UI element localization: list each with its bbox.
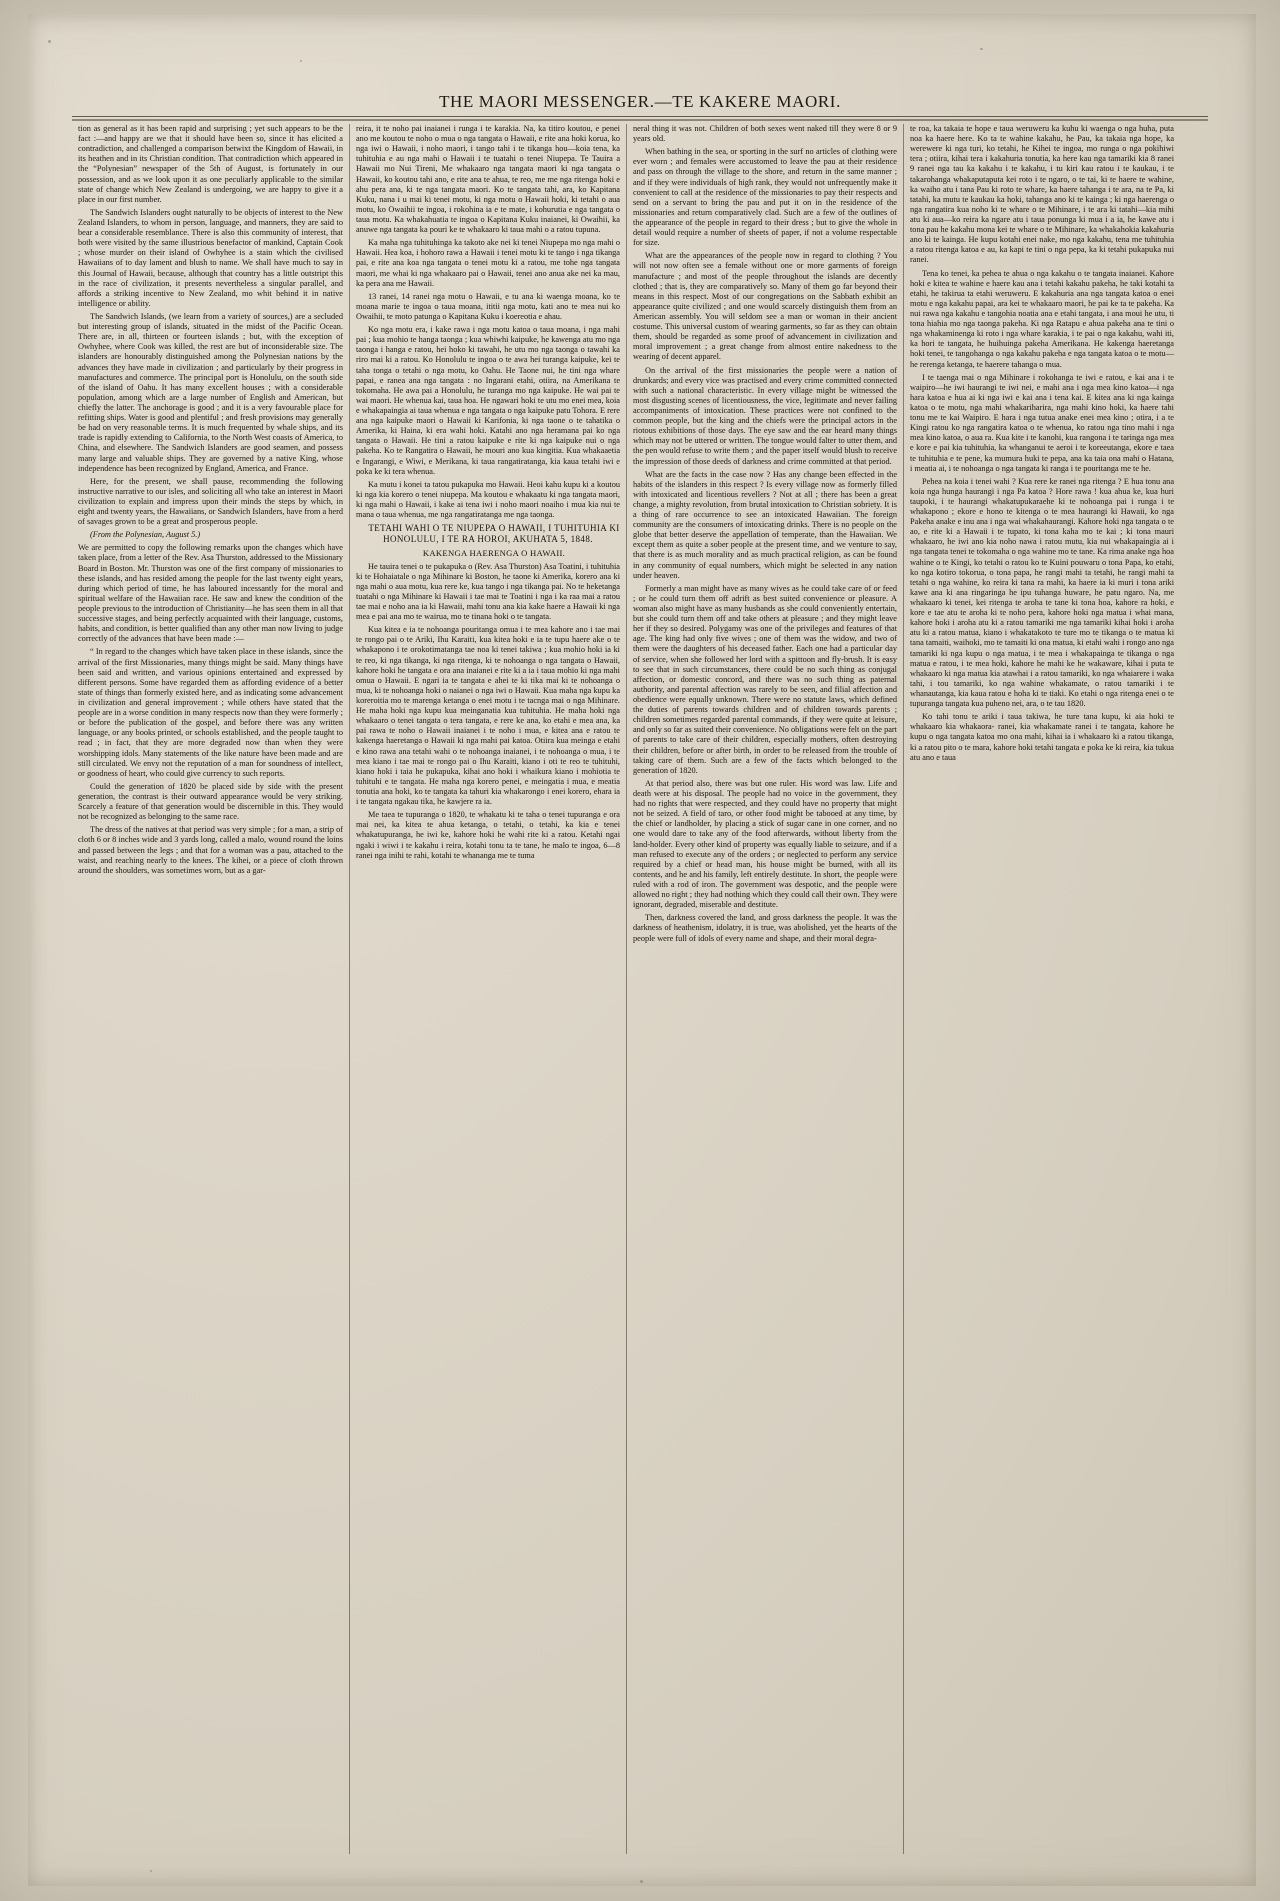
paragraph: I te taenga mai o nga Mihinare i rokohanga te iwi e ratou, e kai ana i te waipiro—he iwi haurangi te iwi nei, e mahi ana i nga mea kino katoa—i nga hara katoa e hua ai ki nga iwi e kai ana i tena kai. E kitea ana ki nga kainga katoa o te motu, nga mahi whakariharira, nga mahi kino hoki, ka haere tahi tonu me te kai Waipiro. E hara i nga tutua anake enei mea kino ; otira, i a te Kingi ratou ko nga rangatira katoa o te whenua, ko ratou nga tino mahi i nga mea kino katoa, o aua ra. Kua kite i te kanohi, kua rangona i te taringa nga mea e kore e pai kia tuhituhia, ka whanganui te aeroi i te koreeutanga, ekore e taea te tuhituhia e te pene, ka mumura huki te pepa, ana ka taia ona mahi o Hatana, i meatia ai, i te nohoanga o nga tangata ki ranga i te pouritanga me te he.: [910, 372, 1174, 473]
paragraph: tion as general as it has been rapid and surprising ; yet such appears to be the fact :—and happy are we that it should have been so, since it has elicited a contradiction, and challenged a comparison betwixt the Kingdom of Hawaii, in its heathen and in its Christian condition. That contradiction which appeared in the “Polynesian” newspaper of the 5th of August, is fortunately in our possession, and as we look upon it as one peculiarly applicable to the similar state of change which New Zealand is undergoing, we are happy to give it a place in our first number.: [78, 124, 343, 204]
paragraph: Tena ko tenei, ka pehea te ahua o nga kakahu o te tangata inaianei. Kahore hoki e kitea te wahine e haere kau ana i tetahi kakahu pakeha, he taki kotahi ta etahi, he takirua ta etahi weruweru. E kakahuria ana nga tangata katoa o enei motu e nga kakahu papai, ara kei te whakaaro maori, he pai ke ta te pakeha. Ka nui rawa nga kakahu e tangohia noatia ana e etahi tangata, i ana moui he utu, ti tona hiahia mo nga taonga pakeha. Ki nga Ratapu e ahua pakeha ana te tini o nga whakaminenga ki roto i nga whare karakia, i te pai o nga kakahu, wahi iti, ka hori te tangata, he huihuinga pakeha Amerikana. He kakenga haeretanga hoki tenei, te tangohanga o nga kakahu pakeha e nga tangata katoa o te motu—he rerenga ketanga, te haerere tahanga o mua.: [910, 268, 1174, 369]
paragraph: Could the generation of 1820 be placed side by side with the present generation, the contrast is their outward appearance would be very striking. Scarcely a feature of that generation would be discernible in this. They would not be recognized as belonging to the same race.: [78, 781, 343, 822]
paragraph: What are the facts in the case now ? Has any change been effected in the habits of the islanders in this respect ? Is every village now as formerly filled with intoxicated and licentious revellers ? Not at all ; there has been a great change, a mighty revolution, from brutal intoxication to Christian sobriety. It is a thing of rare occurrence to see an intoxicated Hawaiian. The foreign community are the consumers of intoxicating drinks. There is no people on the globe that better deserve the appellation of temperate, than the Hawaiian. We except them as quite a sober people at the present time, and we venture to say, that there is as much morality and as much practical religion, as can be found in any community of equal numbers, which might be selected in any nation under heaven.: [633, 469, 897, 580]
paragraph: 13 ranei, 14 ranei nga motu o Hawaii, e tu ana ki waenga moana, ko te moana marie te ingoa o taua moana, ititii nga motu, kati ano te mea nui ko Owaihii, te moto patunga o Kapitana Kuku i koereotia e ahau.: [356, 291, 620, 321]
paper-speck: [640, 1880, 643, 1883]
paragraph: He tauira tenei o te pukapuka o (Rev. Asa Thurston) Asa Toatini, i tuhituhia ki te Hohaiatale o nga Mihinare ki Boston, he taone ki Amerika, korero ana ki nga mahi o aua motu, kua rere ke, kua tango i nga tikanga pai. No te heketanga tuatahi o nga Mihinare ki Hawaii i tae mai te Toatini i nga i ka raa mai a ratou tae mai e noho ana ia ki Hawaii, mahi tonu ana kia kake haere a Hawaii ki nga mea e pai ana mo te wairua, mo te tinana hoki o te tangata.: [356, 561, 620, 622]
paragraph: Ka maha nga tuhituhinga ka takoto ake nei ki tenei Niupepa mo nga mahi o Hawaii. Hea koa, i hohoro rawa a Hawaii i tenei motu ki te tango i nga tikanga pai, e rite ana koa nga tangata o tenei motu ki a ratou, me tohe nga tangata maori, me whai ki nga whakaaro pai o Hawaii, tenei ano anua ake nei ka mau, ka pera ana me Hawaii.: [356, 238, 620, 288]
masthead-rule-secondary: [72, 119, 1208, 121]
paragraph: Formerly a man might have as many wives as he could take care of or feed ; or he could turn them off adrift as best suited convenience or pleasure. A woman also might have as many husbands as she could conveniently entertain, but she could turn them off and take others at pleasure ; and they might leave her if they so desired. Polygamy was one of the privileges and features of that age. The king had only five wives ; one of them was the widow, and two of them were the daughters of his deceased father. Each one had a particular day of service, when she followed her lord with a spittoon and fly-brush. It is easy to see that in such circumstances, there could be no such thing as conjugal affection, or domestic concord, and there was no such thing as paternal authority, and parental affection was rarely to be seen, and filial affection and obedience were equally unknown. There were no statute laws, which defined the duties of parents towards children and of children towards parents ; children sometimes regarded parental commands, if they were quite at leisure, and only so far as suited their convenience. No obligations were felt on the part of parents to take care of their children, especially mothers, often destroying their children, before or after birth, in order to be released from the trouble of taking care of them. Such are a few of the facts which belonged to the generation of 1820.: [633, 583, 897, 775]
text-column: [626, 124, 903, 1854]
paragraph: On the arrival of the first missionaries the people were a nation of drunkards; and every vice was practised and every crime committed connected with such a national characteristic. In every village might be witnessed the most disgusting scenes of licentiousness, the vice, legitimate and never failing accompaniments of intoxication. These practices were not confined to the common people, but the king and the chiefs were the principal actors in the riotous exhibitions of those days. The eye saw and the ear heard many things which may not be uttered or written. The tongue would falter to utter them, and the pen would refuse to write them ; and the paper itself would blush to receive the impression of those deeds of darkness and crime committed at that period.: [633, 365, 897, 466]
section-heading: KAKENGA HAERENGA O HAWAII.: [422, 548, 566, 559]
paragraph: Me taea te tupuranga o 1820, te whakatu ki te taha o tenei tupuranga e ora mai nei, ka kitea te ahua ketanga, o tetahi, o tetahi, ka kia e tenei whakatupuranga, he iwi ke, kahore hoki he wahi rite ki a ratou. Ketahi ngai ngaki i wiwi i te kakahu i reira, kotahi tonu ta te tane, he malo te ingoa, 6—8 ranei nga inihi te rahi, kotahi te whananga me te tuma: [356, 810, 620, 860]
paragraph: The Sandwich Islands, (we learn from a variety of sources,) are a secluded but interesting group of islands, situated in the midst of the Pacific Ocean. There are, in all, thirteen or fourteen islands ; but, with the exception of Owhyhee, where Cook was killed, the rest are but of inconsiderable size. The islanders are honourably distinguished among the Polynesian nations by the advances they have made in civilization ; and particularly by their progress in manufactures and commerce. The principal port is Honolulu, on the south side of the island of Oahu. It has many excellent houses ; with a considerable population, among which are a large number of English and American, but chiefly the latter. The anchorage is good ; and it is a very favourable place for refitting ships. Water is good and plentiful ; and fresh provisions may generally be had on very reasonable terms. It is much frequented by whale ships, and its trade is rapidly extending to California, to the North West coasts of America, to China, and elsewhere. The Sandwich Islanders are good seamen, and possess many large and valuable ships. They are governed by a native King, whose independence has been recognized by England, America, and France.: [78, 311, 343, 473]
paragraph: Kua kitea e ia te nohoanga pouritanga omua i te mea kahore ano i tae mai te rongo pai o te Ariki, Ihu Karaiti, kua kitea hoki e ia te tupu haere ake o te whakapono i te orokotimatanga tae noa ki tenei takiwa ; kua mohio hoki ia ki te reo, ki nga tikanga, ki nga ritenga, ki te nohoanga o nga tangata o Hawaii, kahore hoki he tangata e ora ana inaianei e rite ki a ia i taua mohio ki nga mahi omua o Hawaii. E ngari ia te tangata e ahei te ki tika mai ki te nohoanga o mua, ki te nohoanga hoki o naianei o nga iwi o Hawaii. Kua maha nga kupu ka koreroitia mo te marenga ketanga o enei motu i te tacnga mai o nga Mihinare. He maha hoki nga kupu kua meinganatia kua tuhituhia. He maha hoki nga whakaaro o tenei tangata o tera tangata, e rere ke ana, ko etahi e mea ana, ka pai rawa te noho o Hawaii inaianei i te noho i mua, e kitea ana e ratou te kakenga haeretanga o Hawaii ki nga mahi pai katoa. Otiira kua meinga e etahi e kino rawa ana tetahi wahi o te nohoanga inaianei, i te nohoanga o mua, i te mea kiano i tae mai te rongo pai o Ihu Karaiti, kiano i oti te reo te tuhituhi, kiano hoki i taia he pukapuka, kihai ano hoki i whaikura kiano i mohiotia te tuhituhi e te tangata. He maha nga korero penei, e meingatia i mua, e meatia tonutia ana hoki, ko te tangata ka tahuri kia whakarongo i enei korero, ehara ia i te tangata ngakau tika, he kawjere ra ia.: [356, 625, 620, 807]
paragraph: Ko tahi tonu te ariki i taua takiwa, he ture tana kupu, ki aia hoki te whakaaro kia whakaora- ranei, kia whakamate ranei i te tangata, kahore he kupu o nga tangata katoa mo ona mahi, kihai ia i whakaaro ki a ratou tikanga, ki a ratou pito o te mara, kahore hoki tetahi tangata e poka ke ki reira, kia tukua atu ano e taua: [910, 712, 1174, 762]
section-heading: TETAHI WAHI O TE NIUPEPA O HAWAII, I TUHITUHIA KI HONOLULU, I TE RA HOROI, AKUHATA 5, 1848.: [368, 523, 620, 545]
paragraph: neral thing it was not. Children of both sexes went naked till they were 8 or 9 years old.: [633, 124, 897, 144]
paragraph: Here, for the present, we shall pause, recommending the following instructive narrative to our isles, and soliciting all who take an interest in Maori civilization to explain and impress upon their minds the steps by which, in eight and twenty years, the Hawaiians, or Sandwich Islanders, have from a herd of savages grown to be a great and prosperous people.: [78, 476, 343, 527]
paper-speck: [300, 60, 302, 62]
paragraph: We are permitted to copy the following remarks upon the changes which have taken place, from a letter of the Rev. Asa Thurston, addressed to the Missionary Board in Boston. Mr. Thurston was one of the first company of missionaries to these islands, and has resided among the people for the last twenty eight years, during which period of time, he has laboured incessantly for the moral and spiritual welfare of the Hawaiian race. He saw and knew the condition of the people previous to the introduction of Christianity—he has seen them in all that successive stages, and being perfectly acquainted with their language, customs, habits, and condition, is better qualified than any other man now living to judge correctly of the advances that have been made :—: [78, 543, 343, 644]
article-columns: [72, 124, 1212, 1854]
paragraph: reira, it te noho pai inaianei i runga i te karakia. Na, ka titiro koutou, e penei ano me koutou te noho o mua o nga tangata o Hawaii, e rite ana hoki korua, ko nga iwi o Hawaii, i noho maori, i tango tahi i te tikanga hou—koia tena, ka tuhituhia e au nga mahi o Hawaii i te tuatahi o tenei Niupepa. Te Tauira a Hawaii mo Nui Tireni, Me whakaaro nga tangata maori ki nga tangata o Hawaii, ko koutou tahi ano, e rite ana te ahua, te reo, me me nga ritenga hoki e ahu pera ana, ki te nga tangata maori. Ko te tangata tahi, ara, ko Kapitana Kuku, nana i u mai ki tenei motu, ki nga motu o Hawaii hoki, ki tetahi o aua motu, ko Owaihii te ingoa, i rokohina ia e te mate, i kohurutia e nga tangata o taua motu. Ka whakahuatia te ingoa o Kapitana Kuku inaianei, ki Owaihii, ka anuwe nga tangata ka pouri ke te whakaaro ki taua mahi o a ratou tupuna.: [356, 124, 620, 235]
paragraph: At that period also, there was but one ruler. His word was law. Life and death were at his disposal. The people had no voice in the government, they had no rights that were respected, and they could have no property that might not be seized. A field of taro, or other food might be tabooed at any time, by the chief or landholder, by placing a stick of sugar cane in one corner, and no one would dare to take any of the food afterwards, without liberty from the land-holder. Every other kind of property was equally liable to seizure, and if a man refused to execute any of the orders ; or neglected to perform any service required by a chief or head man, his house might be burned, with all its contents, and he and his family, left entirely destitute. In short, the people were ruled with a rod of iron. The government was despotic, and the people were allowed no right ; they had nothing which they could call their own. They were ignorant, degraded, miserable and destitute.: [633, 778, 897, 910]
paragraph: When bathing in the sea, or sporting in the surf no articles of clothing were ever worn ; and females were accustomed to leave the pau at their residence and pass on through the village to the shore, and return in the same manner ; and if they were individuals of high rank, they would not unfrequently make it convenient to call at the residence of the missionaries to pay their respects and send on a servant to bring the pau and put it on in the residence of the missionaries and return comparatively clad. Such are a few of the outlines of the appearance of the people in regard to their dress ; but to give the whole in detail would require a number of sheets of paper, if not a volume respectable for size.: [633, 147, 897, 248]
paper-speck: [48, 40, 51, 43]
paragraph: Then, darkness covered the land, and gross darkness the people. It was the darkness of heathenism, idolatry, it is true, was abolished, yet the hearts of the people were full of idols of every name and shape, and their moral degra-: [633, 913, 897, 943]
paper-speck: [150, 1870, 152, 1872]
paragraph: (From the Polynesian, August 5.): [90, 530, 201, 540]
paragraph: Ko nga motu era, i kake rawa i nga motu katoa o taua moana, i nga mahi pai ; kua mohio te hanga taonga ; kua whiwhi kaipuke, he kawenga atu mo nga taonga i hanga e ratou, hei hoko ki tawahi, he utu mo nga taonga o tawahi ka riro mai ki a ratou. Ko Honolulu te ingoa o te awa hei turanga kaipuke, kei te taha tonga o tetahi o nga motu, ko Oahu. He Taone nui, he tini nga whare papai, e ranea ana nga tangata : no Ingarani etahi, otiira, na Amerikana te tokomaha. He awa pai a Honolulu, he turanga mo nga kaipuke. He wai pai te wai maori. He whenua kai, taua hoa. He ngawari hoki te utu mo enei mea, koia e whakapaingia ai taua whenua e nga tangata o nga kaipuke patu Tohora. E rere ana nga kaipuke maori o Hawaii ki Karifonia, ki nga taone o te tahatika o Amerika, ki Haina, ki era wahi hoki. Katahi ano nga heramana pai ko nga tangata o Hawaii. He tini a ratou kaipuke e rite ki nga kaipuke nui o nga pakeha. Ko te Rangatira o Hawaii, he mouri ano kua kingitia. Kua whakaaetia e Ingarangi, e Wiwi, e Merikana, ki taua rangatiratanga, kia kaua tetahi iwi e poka ke ki tera whenua.: [356, 325, 620, 476]
paragraph: te roa, ka takaia te hope e taua weruweru ka kuhu ki waenga o nga huha, puta noa ka haere here. Ko ta te wahine kakahu, he Pau, ka takaia nga hope, ka werewere ki nga turi, ko tetahi, he Kihei te ingoa, mo runga o nga pokihiwi tera ; otiira, kihai tera i kakahuria tonutia, ka here kau nga tamariki kia 8 ranei 9 ranei nga tau ka kakahu i te kakahu, i tu kiri kau ratou i te kaukau, i te takarohanga whakaputaputa kei roto i te ngaro, o te tai, ki te haere te wahine, ka waiho atu i tana Pau ki roto te whare, ka haere tahanga i te ara, na te Pa, ki tatahi, ka mutu te kaukau ka hoki, tahanga ano ki te kainga ; ki nga haerenga o nga rangatira kua noho ki te whare o te Mihinare, i te ara ki tatahi—kia mihi atu ki aua—ko reira ka ngare atu i taua ponunga ki mua i a ia, he kawe atu i tona pau he kakahu mona kei te whare o te Mihinare, ka whakahokia kakahuria ano ki te kainga. He kupu kotahi enei nake, mo nga kakahu, tena me tuhituhia a ratou ritenga katoa e au, ka kapi te tini o nga pepa, ka ki tetahi pukapuka nui ranei.: [910, 124, 1174, 265]
masthead-rule: [72, 116, 1208, 117]
text-column: [72, 124, 349, 1854]
text-column: [349, 124, 626, 1854]
paragraph: What are the appearances of the people now in regard to clothing ? You will not now often see a female without one or more garments of foreign manufacture ; and most of the people throughout the islands are decently clothed ; that is, they are comparatively so. Many of them go far beyond their means in this respect. Most of our congregations on the Sabbath exhibit an appearance quite civilized ; and one would scarcely distinguish them from an American assembly. You will seldom see a man or woman in their ancient costume. This universal custom of wearing garments, so far as they can obtain them, should be regarded as some proof of advancement in civilization and moral improvement ; a great change from almost entire nakedness to the wearing of decent apparel.: [633, 251, 897, 362]
paragraph: Pehea na koia i tenei wahi ? Kua rere ke ranei nga ritenga ? E hua tonu ana koia nga hunga haurangi i nga Pa katoa ? Hore rawa ! kua ahua ke, kua huri taupoki, i te haurangi whakatupukaraehe ki te nohoanga pai i runga i te whakapono ; ekore e hono te kitenga o te mea haurangi ki Hawaii, ko nga Pakeha anake e inu ana i nga wai whakahaurangi. Kahore hoki nga tangata o te ao, e rite ki a Hawaii i te tupato, ki tona kaha mo te kai ; ki tona mauri whakaaro, he iwi ano kia noho nawa i ratou mutu, kia nui whakapaingia ai i nga tangata tenei te tokomaha o nga wahine mo te tane. Ka rima anake nga hoa wahine o te Kingi, ko tetahi o ratou ko te Kuini pouwaru o tona Papa, ko etahi, ko nga kotiro tokorua, o tona papa, he rangi mahi ta tetahi, he rangi mahi ta tetahi o nga wahine, ko reira ki tana ra mahi, ka haere ia ki muri i tona ariki kawe ana ki ana ringaringa he ipu tuhanga huware, he patu ngaro. Na, me whakaaro ki tenei, kei ritenga te aroha te tane ki tona hoa, kahore ra hoki, e kore e tae atu te aroha ki te noho pera, kahore hoki nga matua i whai mana, kahore hoki i aroha atu ki a ratou tamariki me nga tamariki kihai hoki i aroha atu ki a ratou matua, kiano i whakatakoto te ture mo te tikanga o te matua ki tana tamaiti, waihoki, mo te tamaiti ki ona matua, ki etahi wahi i rongo ano nga tamariki ki nga kupu o nga matua, i te mea i whakapainga te tikanga o nga matua e ratou, i te mea hoki, kahore he mahi ke he wakaware, kihai i puta te whakaaro ki nga matua kia atawhai i a ratou tamariki, ko nga whaiarere i waka tahi, i tou tamariki, ko nga wahine whakamate, o ratou tamariki i te whanautanga, kia kaua ratou e hoha ki te tiaki. Ko etahi o nga ritenga enei o te tupuranga tangata kua puheno nei, ara, o te tau 1820.: [910, 476, 1174, 709]
page-title: THE MAORI MESSENGER.—TE KAKERE MAORI.: [439, 92, 841, 111]
text-column: [903, 124, 1180, 1854]
paragraph: The Sandwich Islanders ought naturally to be objects of interest to the New Zealand Islanders, to whom in person, language, and manners, they are said to bear a considerable resemblance. There is also this community of interest, that both were visited by the same illustrious benefactor of mankind, Captain Cook ; whose murder on their island of Owhyhee is a stain which the civilised Hawaiians of to day lament and blush to name. We shall have much to say in this Journal of Hawaii, because, although that country has a little outstript this in the race of civilization, it presents nevertheless a singular parallel, and affords a striking incentive to New Zealand, mo whit behind it in native intelligence or ability.: [78, 207, 343, 308]
paragraph: The dress of the natives at that period was very simple ; for a man, a strip of cloth 6 or 8 inches wide and 3 yards long, called a malo, wound round the loins and passed between the legs ; and that for a woman was a pau, attached to the waist, and reaching nearly to the knees. The kihei, or a piece of cloth thrown around the shoulders, was sometimes worn, but as a gar-: [78, 825, 343, 875]
paragraph: “ In regard to the changes which have taken place in these islands, since the arrival of the first Missionaries, many things might be said. Many things have been said and written, and various opinions entertained and expressed by different persons. Some have regarded them as affording evidence of a better state of things than formerly existed here, and as indicating some advancement in civilization and general improvement ; while others have stated that the people are in a worse condition in many respects now than they were formerly ; or before the publication of the gospel, and before there was any written language, or any books printed, or schools established, and the people taught to read ; in fact, that they are more degraded now than when they were worshipping idols. Many statements of the like nature have been made and are still circulated. We envy not the reputation of a man for soundness of intellect, or goodness of heart, who could give currency to such reports.: [78, 647, 343, 778]
paper-speck: [980, 48, 983, 50]
paragraph: Ka mutu i konei ta tatou pukapuka mo Hawaii. Heoi kahu kupu ki a koutou ki nga kia korero o tenei niupepa. Ma koutou e whakaatu ki nga tangata maori, ki nga mahi o Hawaii, i kake ai tena iwi i noho maori noaiho i mua kia nui te mana o taua whenua, me nga rangatiratanga me nga taonga.: [356, 479, 620, 520]
